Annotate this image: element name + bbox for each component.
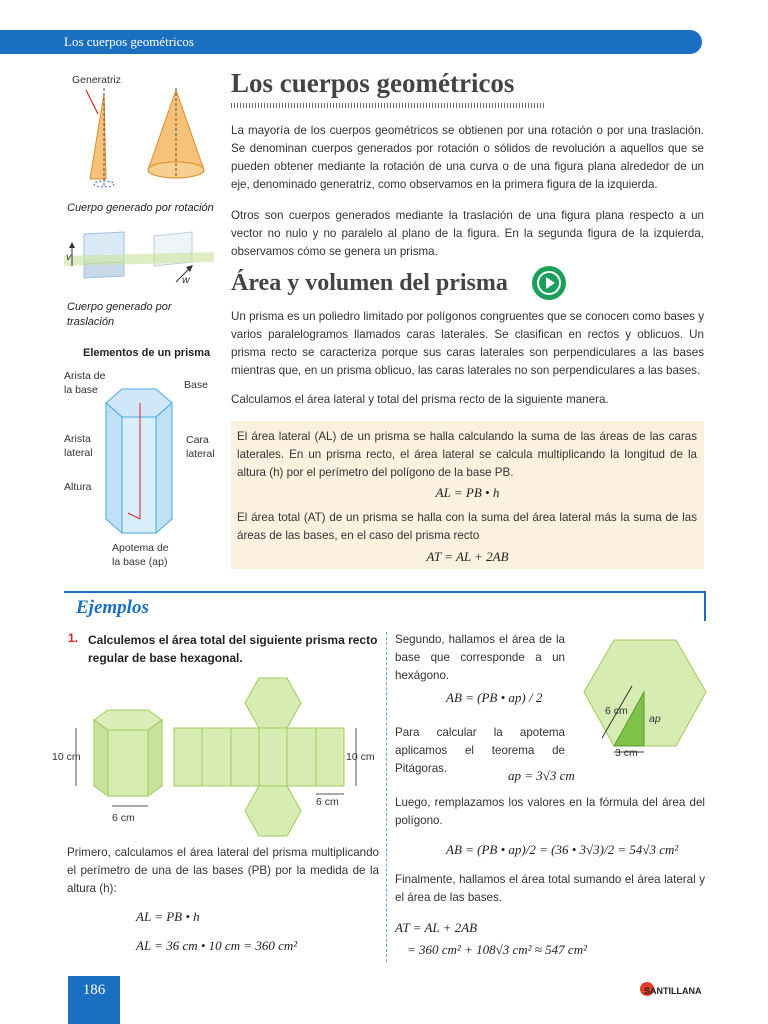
cara-lateral-label: Cara lateral (186, 434, 215, 460)
title-underline (231, 103, 544, 108)
box-total-text: El área total (AT) de un prisma se halla con la suma del área lateral más la suma de las áreas de las bases, en el caso del prisma recto (237, 511, 697, 542)
prism-height-label: 10 cm (52, 751, 81, 763)
arista-lateral-label: Arista lateral (64, 433, 93, 459)
section2-paragraph-1: Un prisma es un poliedro limitado por polígonos congruentes que se conocen como bases y varios paralelogramos llamados caras laterales. Se clasifican en rectos y oblicuos. Un prisma recto se caracteriza porque sus caras laterales son perpendiculares a las bases mientras que, en un prisma oblicuo, las caras laterales no son perpendiculares a las bases. (231, 310, 704, 377)
formula-al-2: AL = 36 cm • 10 cm = 360 cm² (136, 938, 298, 953)
page-number-box (68, 976, 120, 1024)
intro-paragraph-2: Otros son cuerpos generados mediante la traslación de una figura plana respecto a un vector no nulo y no paralelo al plano de la figura. En la segunda figura de la izquierda, observamos cómo se genera un prisma. (231, 209, 704, 258)
base-label: Base (184, 379, 208, 391)
box-formula-total: AT = AL + 2AB (426, 549, 509, 564)
prism-figure (100, 385, 180, 545)
apotema-text: Para calcular la apotema aplicamos el teorema de Pitágoras. (395, 726, 565, 775)
section-title: Área y volumen del prisma (231, 270, 508, 296)
net-side-label: 6 cm (316, 796, 339, 808)
header-section: Los cuerpos geométricos (64, 34, 194, 49)
hexagon-side-label: 6 cm (605, 705, 628, 717)
primero-text: Primero, calculamos el área lateral del prisma multiplicando el perímetro de una de las bases (PB) por la medida de la altura (h): (67, 846, 379, 895)
rotation-caption: Cuerpo generado por rotación (67, 202, 214, 214)
translation-caption: Cuerpo generado por traslación (67, 301, 172, 328)
luego-text: Luego, remplazamos los valores en la fórmula del área del polígono. (395, 796, 705, 827)
vector-v-label: v (66, 251, 72, 263)
translation-figure (64, 226, 224, 292)
vector-w-label: w (182, 274, 190, 286)
prism-base-label: 6 cm (112, 812, 135, 824)
formula-at-2: = 360 cm² + 108√3 cm² ≈ 547 cm² (407, 942, 587, 957)
rotation-figure (64, 84, 224, 196)
finalmente-text: Finalmente, hallamos el área total sumando el área lateral y el área de las bases. (395, 873, 705, 904)
examples-header (64, 591, 706, 621)
intro-paragraph-1: La mayoría de los cuerpos geométricos se obtienen por una rotación o por una traslación. Se denominan cuerpos generados por rotación o sólidos de revolución a aquellos que se pueden obtener mediante la rotación de una curva o de una figura plana alrededor de un eje, denominado generatriz, como observamos en la primera figura de la izquierda. (231, 124, 704, 191)
altura-label: Altura (64, 481, 92, 493)
example-statement: Calculemos el área total del siguiente prisma recto regular de base hexagonal. (88, 633, 378, 665)
segundo-text: Segundo, hallamos el área de la base que corresponde a un hexágono. (395, 633, 565, 682)
formula-al-1: AL = PB • h (136, 909, 200, 924)
hexagon-apothem-label: ap (649, 713, 661, 725)
formula-ab-2: AB = (PB • ap)/2 = (36 • 3√3)/2 = 54√3 cm² (446, 842, 679, 857)
header-bar (0, 30, 702, 54)
page-title: Los cuerpos geométricos (231, 68, 515, 98)
hexagon-half-label: 3 cm (615, 747, 638, 759)
column-separator (386, 632, 387, 962)
play-icon[interactable] (532, 266, 566, 300)
box-lateral-text: El área lateral (AL) de un prisma se halla calculando la suma de las áreas de las caras laterales. En un prisma recto, el área lateral se calcula multiplicando la longitud de la altura (h) por el perímetro del polígono de la base PB. (237, 430, 697, 479)
generatriz-label: Generatriz (72, 74, 122, 86)
box-formula-lateral: AL = PB • h (435, 485, 500, 500)
brand-name: SANTILLANA (644, 986, 702, 996)
apotema-label: Apotema de la base (ap) (112, 542, 169, 568)
example-number: 1. (68, 631, 79, 645)
formula-ab: AB = (PB • ap) / 2 (446, 690, 543, 705)
formula-at-1: AT = AL + 2AB (395, 920, 478, 935)
formula-ap: ap = 3√3 cm (508, 768, 575, 783)
prism-elements-title: Elementos de un prisma (83, 347, 211, 359)
formula-box (231, 421, 704, 569)
page-number: 186 (82, 982, 106, 998)
net-height-label: 10 cm (346, 751, 375, 763)
hexagon-figure (582, 634, 708, 760)
examples-title: Ejemplos (76, 597, 149, 618)
arista-base-label: Arista de la base (64, 370, 106, 396)
section2-paragraph-2: Calculamos el área lateral y total del prisma recto de la siguiente manera. (231, 393, 609, 406)
